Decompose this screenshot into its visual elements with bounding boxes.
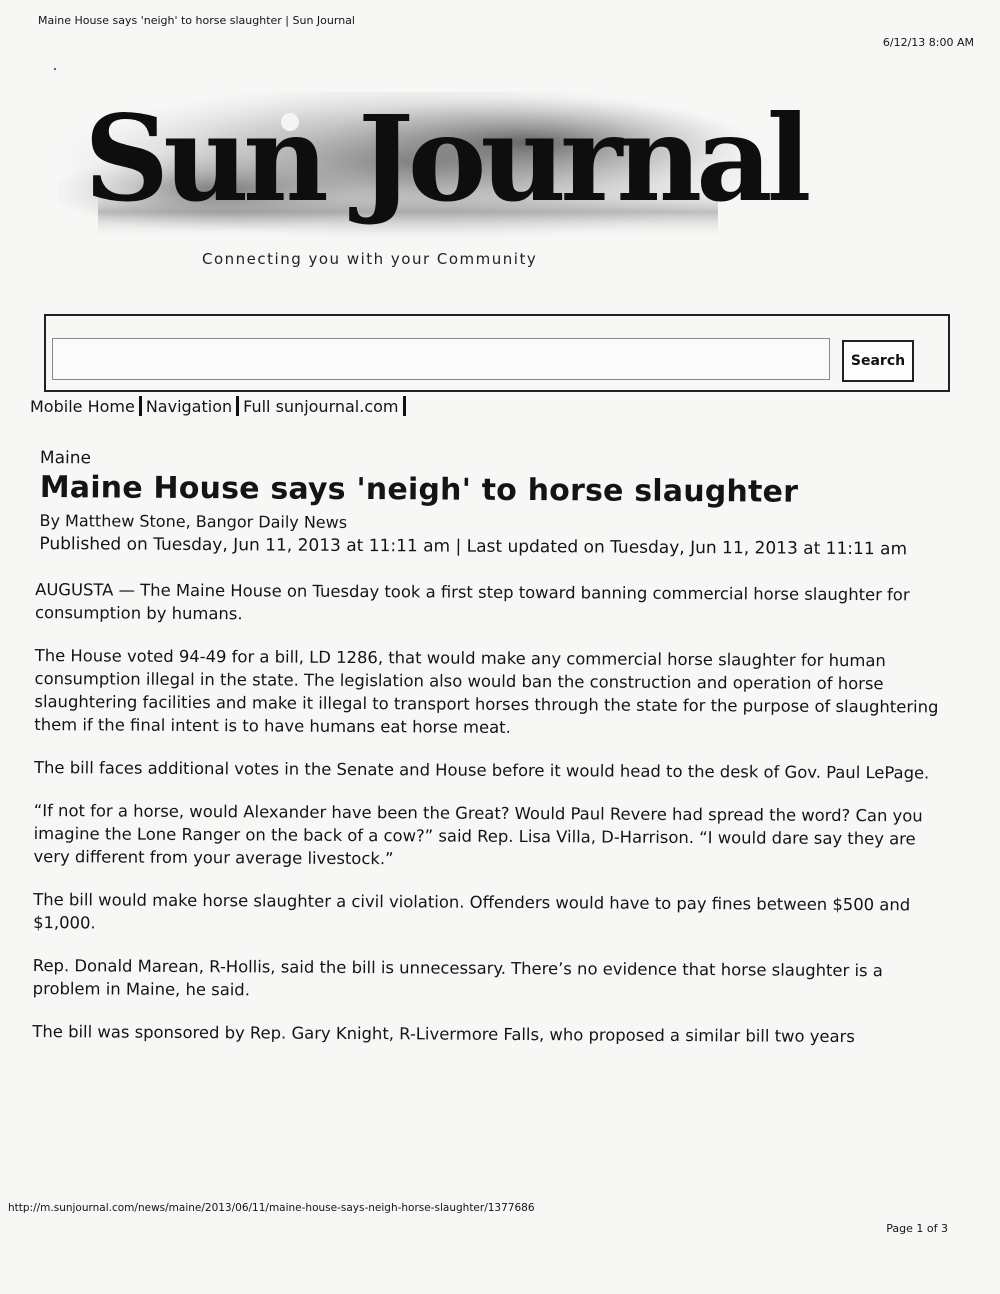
sun-journal-logo[interactable]: Sun Journal (84, 89, 806, 228)
article-paragraph: The bill was sponsored by Rep. Gary Knight, R-Livermore Falls, who proposed a similar bill two years (32, 1022, 855, 1047)
article-body (32, 578, 941, 1049)
nav-separator (139, 396, 142, 416)
masthead-tagline: Connecting you with your Community (202, 250, 538, 268)
nav-separator (236, 396, 239, 416)
article-paragraph: AUGUSTA — The Maine House on Tuesday took a first step toward banning commercial horse slaughter for consumption by humans. (34, 580, 910, 624)
search-input[interactable] (52, 338, 830, 380)
article-headline: Maine House says 'neigh' to horse slaughter (39, 470, 799, 510)
article-paragraph: Rep. Donald Marean, R-Hollis, said the bill is unnecessary. There’s no evidence that horse slaughter is a problem in Maine, he said. (32, 956, 883, 1000)
nav-link-full-site[interactable]: Full sunjournal.com (243, 397, 399, 416)
article-byline: By Matthew Stone, Bangor Daily News (39, 511, 348, 532)
nav-separator (403, 396, 406, 416)
article-paragraph: The bill would make horse slaughter a civil violation. Offenders would have to pay fines between $500 and $1,000. (33, 890, 911, 933)
search-button[interactable]: Search (842, 340, 914, 382)
nav-link-mobile-home[interactable]: Mobile Home (30, 397, 135, 416)
article-paragraph: The House voted 94-49 for a bill, LD 1286, that would make any commercial horse slaughter for human consumption illegal in the state. The legislation also would ban the construction and operation of horse slaughtering facilities and make it illegal to transport horses through the state for the purpose of slaughtering them if the final intent is to have humans eat horse meat. (34, 646, 939, 737)
scan-speck (54, 68, 56, 70)
nav-link-navigation[interactable]: Navigation (145, 397, 233, 416)
article-paragraph: The bill faces additional votes in the Senate and House before it would head to the desk of Gov. Paul LePage. (33, 758, 930, 783)
article (26, 448, 942, 1069)
article-section-label[interactable]: Maine (39, 448, 92, 469)
print-footer-page-number: Page 1 of 3 (886, 1222, 948, 1235)
search-bar (44, 314, 950, 392)
article-published-date: Published on Tuesday, Jun 11, 2013 at 11:11 am | Last updated on Tuesday, Jun 11, 2013 at 11:11 am (39, 534, 908, 560)
top-navigation (30, 396, 410, 416)
print-header-date: 6/12/13 8:00 AM (882, 36, 974, 49)
print-header-title: Maine House says 'neigh' to horse slaughter | Sun Journal (38, 14, 355, 27)
print-footer-url: http://m.sunjournal.com/news/maine/2013/06/11/maine-house-says-neigh-horse-slaughter/1377686 (8, 1202, 535, 1214)
masthead[interactable] (58, 89, 806, 292)
article-paragraph: “If not for a horse, would Alexander have been the Great? Would Paul Revere had spread the word? Can you imagine the Lone Ranger on the back of a cow?” said Rep. Lisa Villa, D-Harrison. “I would dare say they are very different from your average livestock.” (33, 801, 923, 869)
